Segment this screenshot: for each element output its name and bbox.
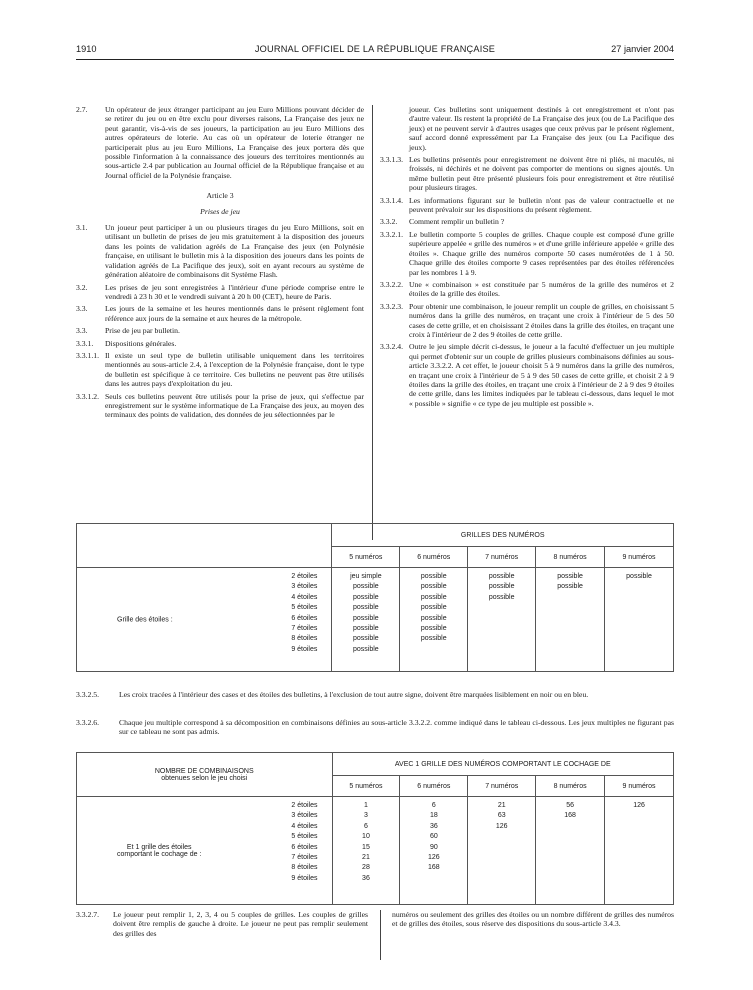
- paragraph-number: 3.3.2.1.: [380, 229, 404, 239]
- paragraph-3-3-1: [76, 339, 364, 348]
- paragraph-3-1: [76, 223, 364, 279]
- table-group-header: AVEC 1 GRILLE DES NUMÉROS COMPORTANT LE COCHAGE DE: [332, 753, 674, 776]
- table-cell: possible: [353, 604, 379, 612]
- table-cell: jeu simple: [350, 573, 382, 580]
- paragraph-text: Le joueur peut remplir 1, 2, 3, 4 ou 5 couples de grilles. Les couples de grilles doivent être remplis de gauche à droite. Le joueur ne peut pas remplir seulement des grilles des: [113, 910, 368, 938]
- paragraph-3-2: [76, 283, 364, 302]
- column-header: 5 numéros: [332, 776, 400, 797]
- paragraph-text: Outre le jeu simple décrit ci-dessus, le joueur a la faculté d'effectuer un jeu multiple qui permet d'obtenir sur un couple de grilles plusieurs combinaisons définies au sous-article 3.3.2.2. A cet effet, le joueur choisit 5 à 9 numéros dans la grille des numéros, en traçant une croix à l'intérieur de 5 à 9 des 50 cases de cette grille, et choisit 2 à 9 étoiles dans la grille des étoiles, en traçant une croix à l'intérieur de 2 à 9 des 9 étoiles de cette grille, dans les limites indiquées par le tableau ci-dessous, dans lequel le mot « possible » signifie « ce type de jeu multiple est possible ».: [409, 342, 674, 408]
- table-cell: possible: [488, 593, 515, 601]
- combinations-table: [76, 752, 674, 905]
- paragraph-number: 3.3.2.: [380, 217, 398, 227]
- paragraph-text: Un joueur peut participer à un ou plusieurs tirages du jeu Euro Millions, soit en utilisant un bulletin de prises de jeu mis gratuitement à la disposition des joueurs dans les points de validation agréés de La Française des jeux (en Polynésie française, en utilisant le bulletin mis à la disposition des joueurs dans les points de validation agréés de La Pacifique des jeux), soit en ayant recours au système de génération aléatoire de combinaisons dit Système Flash.: [105, 223, 364, 280]
- paragraph-text: Pour obtenir une combinaison, le joueur remplit un couple de grilles, en choisissant 5 numéros dans la grille des numéros, en traçant une croix à l'intérieur de 5 des 50 cases de cette grille, et en choisissant 2 étoiles dans la grille des étoiles, en traçant une croix à l'intérieur de 2 des 9 étoiles de cette grille.: [409, 301, 674, 339]
- paragraph-3-3-b: [76, 326, 364, 335]
- paragraph-number: 3.3.2.6.: [76, 718, 100, 727]
- paragraph-number: 3.3.: [76, 326, 88, 336]
- page-number: 1910: [76, 44, 97, 54]
- paragraph-text: Comment remplir un bulletin ?: [409, 217, 505, 227]
- column-5-numeros: [332, 568, 400, 672]
- column-7-numeros: [468, 797, 536, 905]
- paragraph-text: Les bulletins présentés pour enregistrement ne doivent être ni pliés, ni maculés, ni froissés, ni déchirés et ne doivent pas comporter de mentions ou signes ajoutés. Un même bulletin peut être présenté plusieurs fois pour enregistrement et être réutilisé pour plusieurs tirages.: [409, 155, 674, 193]
- table-cell: possible: [353, 635, 379, 643]
- column-9-numeros: [605, 797, 674, 905]
- table-cell: 36: [429, 822, 438, 830]
- paragraph-3-3-2-6-block: [76, 718, 674, 740]
- paragraph-number: 3.3.2.5.: [76, 690, 100, 699]
- table-cell: 36: [362, 874, 370, 882]
- paragraph-text: Dispositions générales.: [105, 338, 177, 348]
- column-6-numeros: [400, 797, 468, 905]
- table-cell: 21: [362, 854, 370, 862]
- row-label: 5 étoiles: [291, 604, 318, 612]
- row-label: 6 étoiles: [291, 843, 318, 851]
- column-divider: [372, 105, 373, 540]
- paragraph-continuation-bottom: numéros ou seulement des grilles des étoiles ou un nombre différent de grilles des numéros et de grilles des étoiles, sous réserve des dispositions du sous-article 3.4.3.: [392, 910, 674, 929]
- paragraph-text: Un opérateur de jeux étranger participant au jeu Euro Millions pouvant décider de se retirer du jeu ou en être exclu pour diverses raisons, La Française des jeux ne peut garantir, vis-à-vis de ses joueurs, la participation au jeu Euro Millions des autres opérateurs de loterie. Au cas où un opérateur de loterie étranger ne participerait plus au jeu Euro Millions, La Française des jeux portera dès que possible l'information à la connaissance des joueurs des territoires mentionnés au sous-article 2.4 par publication au Journal officiel de la République française et au Journal officiel de la Polynésie française.: [105, 105, 364, 180]
- paragraph-number: 3.3.1.1.: [76, 350, 100, 360]
- row-label: 8 étoiles: [291, 635, 318, 643]
- row-group-label: Grille des étoiles :: [117, 616, 173, 623]
- paragraph-number: 3.3.2.7.: [76, 910, 100, 919]
- paragraph-number: 3.3.2.3.: [380, 301, 404, 311]
- paragraph-text: Chaque jeu multiple correspond à sa décomposition en combinaisons définies au sous-article 3.3.2.2. comme indiqué dans le tableau ci-dessous. Les jeux multiples ne figurant pas sur ce tableau ne sont pas admis.: [119, 718, 674, 737]
- paragraph-number: 3.3.2.2.: [380, 279, 404, 289]
- table-cell: 21: [497, 802, 506, 809]
- paragraph-text: Il existe un seul type de bulletin utilisable uniquement dans les territoires mentionnés au sous-article 2.4, à l'exception de la Polynésie française, dont le type de bulletin est spécifique à ce territoire. Ces bulletins ne peuvent pas être utilisés dans les autres pays d'exploitation du jeu.: [105, 350, 364, 389]
- paragraph-3-3-a: [76, 304, 364, 323]
- paragraph-number: 3.1.: [76, 223, 88, 233]
- table-cell: possible: [420, 573, 447, 580]
- column-header: 5 numéros: [332, 547, 400, 568]
- paragraph-text: Les informations figurant sur le bulletin n'ont pas de valeur contractuelle et ne peuvent prévaloir sur les dispositions du présent règlement.: [409, 195, 674, 215]
- column-header: 9 numéros: [605, 547, 674, 568]
- row-label: 9 étoiles: [291, 874, 318, 882]
- column-6-numeros: [400, 568, 468, 672]
- paragraph-number: 3.3.1.4.: [380, 195, 404, 205]
- issue-date: 27 janvier 2004: [611, 44, 674, 54]
- table-corner: [77, 753, 333, 797]
- paragraph-3-3-1-2: [76, 392, 364, 420]
- paragraph-text: joueur. Ces bulletins sont uniquement destinés à cet enregistrement et n'ont pas d'autre valeur. Ils restent la propriété de La Française des jeux (ou de La Pacifique des jeux) et ne peuvent servir à d'autres usages que ceux prévus par le présent règlement, sauf accord donné expressément par La Française des jeux (ou La Pacifique des jeux).: [409, 105, 674, 152]
- column-header: 6 numéros: [400, 547, 468, 568]
- table-cell: 126: [495, 822, 508, 830]
- paragraph-number: [380, 105, 409, 152]
- paragraph-text: Le bulletin comporte 5 couples de grilles. Chaque couple est composé d'une grille supérieure appelée « grille des numéros » et d'une grille inférieure appelée « grille des étoiles ». Chaque grille des numéros comporte 50 cases numérotées de 1 à 50. Chaque grille des étoiles comporte 9 cases représentées par des étoiles référencées par les nombres 1 à 9.: [409, 229, 674, 277]
- column-header: 7 numéros: [468, 547, 536, 568]
- row-label: 5 étoiles: [291, 833, 318, 841]
- column-header: 6 numéros: [400, 776, 468, 797]
- row-label: 3 étoiles: [291, 583, 318, 591]
- table-cell: 6: [363, 822, 368, 830]
- paragraph-number: 3.3.: [76, 304, 88, 314]
- paragraph-3-3-2-5: [76, 690, 674, 699]
- table-cell: 3: [363, 812, 368, 820]
- column-header: 8 numéros: [536, 776, 605, 797]
- paragraph-number: 3.3.1.2.: [76, 391, 100, 401]
- table-cell: 168: [564, 812, 576, 820]
- column-9-numeros: [605, 568, 674, 672]
- table-cell: possible: [557, 583, 583, 591]
- paragraph-3-3-2-7-inner: [76, 910, 368, 938]
- right-column: [380, 105, 674, 411]
- page-header: [76, 44, 674, 58]
- row-label-list: [287, 797, 331, 884]
- column-8-numeros: [536, 797, 605, 905]
- table-corner: [77, 524, 332, 568]
- table-cell: possible: [420, 614, 447, 622]
- table-cell: 15: [362, 843, 370, 851]
- column-header: 8 numéros: [536, 547, 605, 568]
- table-cell: possible: [420, 604, 447, 612]
- row-label-list: [287, 568, 331, 655]
- journal-title: JOURNAL OFFICIEL DE LA RÉPUBLIQUE FRANÇAISE: [254, 44, 496, 54]
- paragraph-text: Une « combinaison » est constituée par 5 numéros de la grille des numéros et 2 étoiles de la grille des étoiles.: [409, 279, 674, 299]
- paragraph-3-3-1-1: [76, 351, 364, 389]
- row-label: 2 étoiles: [291, 573, 318, 580]
- column-8-numeros: [536, 568, 605, 672]
- table-cell: 168: [427, 864, 440, 872]
- column-header: 7 numéros: [468, 776, 536, 797]
- column-header: 9 numéros: [605, 776, 674, 797]
- table-cell: possible: [420, 593, 447, 601]
- paragraph-3-3-1-3: [380, 155, 674, 193]
- row-group-label-line: Et 1 grille des étoiles: [126, 843, 192, 851]
- paragraph-text: Les croix tracées à l'intérieur des cases et des étoiles des bulletins, à l'exclusion de tout autre signe, doivent être marquées lisiblement en noir ou en bleu.: [119, 690, 589, 699]
- article-heading: Article 3: [206, 191, 234, 201]
- table-cell: possible: [420, 583, 447, 591]
- paragraph-3-3-2-3: [380, 302, 674, 340]
- table-cell: possible: [488, 573, 515, 580]
- paragraph-text: Seuls ces bulletins peuvent être utilisés pour la prise de jeux, qui s'effectue par enregistrement sur le système informatique de La Française des jeux, au moyen des terminaux des points de validation, des données de jeu sélectionnées par le: [105, 391, 364, 420]
- column-7-numeros: [468, 568, 536, 672]
- table-cell: possible: [353, 625, 379, 633]
- row-label: 2 étoiles: [291, 802, 318, 809]
- column-5-numeros: [332, 797, 400, 905]
- paragraph-number: 3.3.1.: [76, 338, 94, 348]
- table-cell: possible: [353, 614, 379, 622]
- paragraph-3-3-1-4: [380, 196, 674, 215]
- row-group-label-line: comportant le cochage de :: [117, 850, 202, 858]
- table-cell: 18: [429, 812, 438, 820]
- table-cell: 28: [362, 864, 370, 872]
- table-cell: possible: [488, 583, 515, 591]
- article-subtitle: Prises de jeu: [200, 206, 240, 216]
- row-labels-cell: [77, 797, 333, 905]
- table-group-header: GRILLES DES NUMÉROS: [332, 524, 674, 547]
- paragraph-text: Prise de jeu par bulletin.: [105, 326, 180, 336]
- paragraph-text: Les jours de la semaine et les heures mentionnés dans le présent règlement font référence aux jours de la semaine et aux heures de la métropole.: [105, 304, 364, 323]
- table-cell: 90: [429, 843, 438, 851]
- row-group-label: [117, 844, 201, 858]
- table-cell: possible: [557, 573, 583, 580]
- table-cell: 10: [362, 833, 370, 841]
- table-cell: possible: [420, 625, 447, 633]
- paragraph-number: 3.2.: [76, 282, 88, 292]
- row-label: 4 étoiles: [291, 822, 318, 830]
- paragraph-3-3-2: [380, 217, 674, 226]
- paragraph-3-3-2-2: [380, 280, 674, 299]
- paragraph-3-3-2-4: [380, 342, 674, 408]
- column-divider-bottom: [380, 910, 381, 960]
- header-rule: [76, 59, 674, 60]
- row-label: 3 étoiles: [291, 812, 318, 820]
- paragraph-3-3-2-5-block: [76, 690, 674, 702]
- table-cell: possible: [353, 583, 379, 591]
- table-cell: 60: [429, 833, 438, 841]
- possible-games-table: [76, 523, 674, 672]
- table-cell: possible: [353, 645, 379, 653]
- row-labels-cell: [77, 568, 332, 672]
- paragraph-number: 3.3.2.4.: [380, 342, 404, 352]
- table-cell: possible: [626, 573, 652, 580]
- table-cell: 126: [633, 802, 645, 809]
- row-label: 7 étoiles: [291, 625, 318, 633]
- paragraph-3-3-2-6: [76, 718, 674, 737]
- paragraph-continuation: [380, 105, 674, 152]
- paragraph-2-7: [76, 105, 364, 180]
- paragraph-number: 3.3.1.3.: [380, 155, 404, 165]
- row-label: 7 étoiles: [291, 854, 318, 862]
- paragraph-3-3-2-7: [76, 910, 368, 941]
- corner-subheading: obtenues selon le jeu choisi: [161, 774, 248, 782]
- row-label: 9 étoiles: [291, 645, 318, 653]
- table-cell: 63: [497, 812, 506, 820]
- table-cell: possible: [353, 593, 379, 601]
- row-label: 8 étoiles: [291, 864, 318, 872]
- paragraph-3-3-2-1: [380, 230, 674, 277]
- paragraph-number: 2.7.: [76, 105, 88, 114]
- paragraph-text: Les prises de jeu sont enregistrées à l'intérieur d'une période comprise entre le vendredi à 23 h 30 et le vendredi suivant à 20 h 00 (CET), heure de Paris.: [105, 282, 364, 301]
- left-column: [76, 105, 364, 423]
- table-cell: possible: [420, 635, 447, 643]
- table-cell: 6: [431, 802, 436, 809]
- row-label: 4 étoiles: [291, 593, 318, 601]
- table-cell: 56: [566, 802, 575, 809]
- row-label: 6 étoiles: [291, 614, 318, 622]
- corner-heading: NOMBRE DE COMBINAISONS: [154, 767, 254, 775]
- table-cell: 1: [363, 802, 368, 809]
- table-cell: 126: [427, 854, 440, 862]
